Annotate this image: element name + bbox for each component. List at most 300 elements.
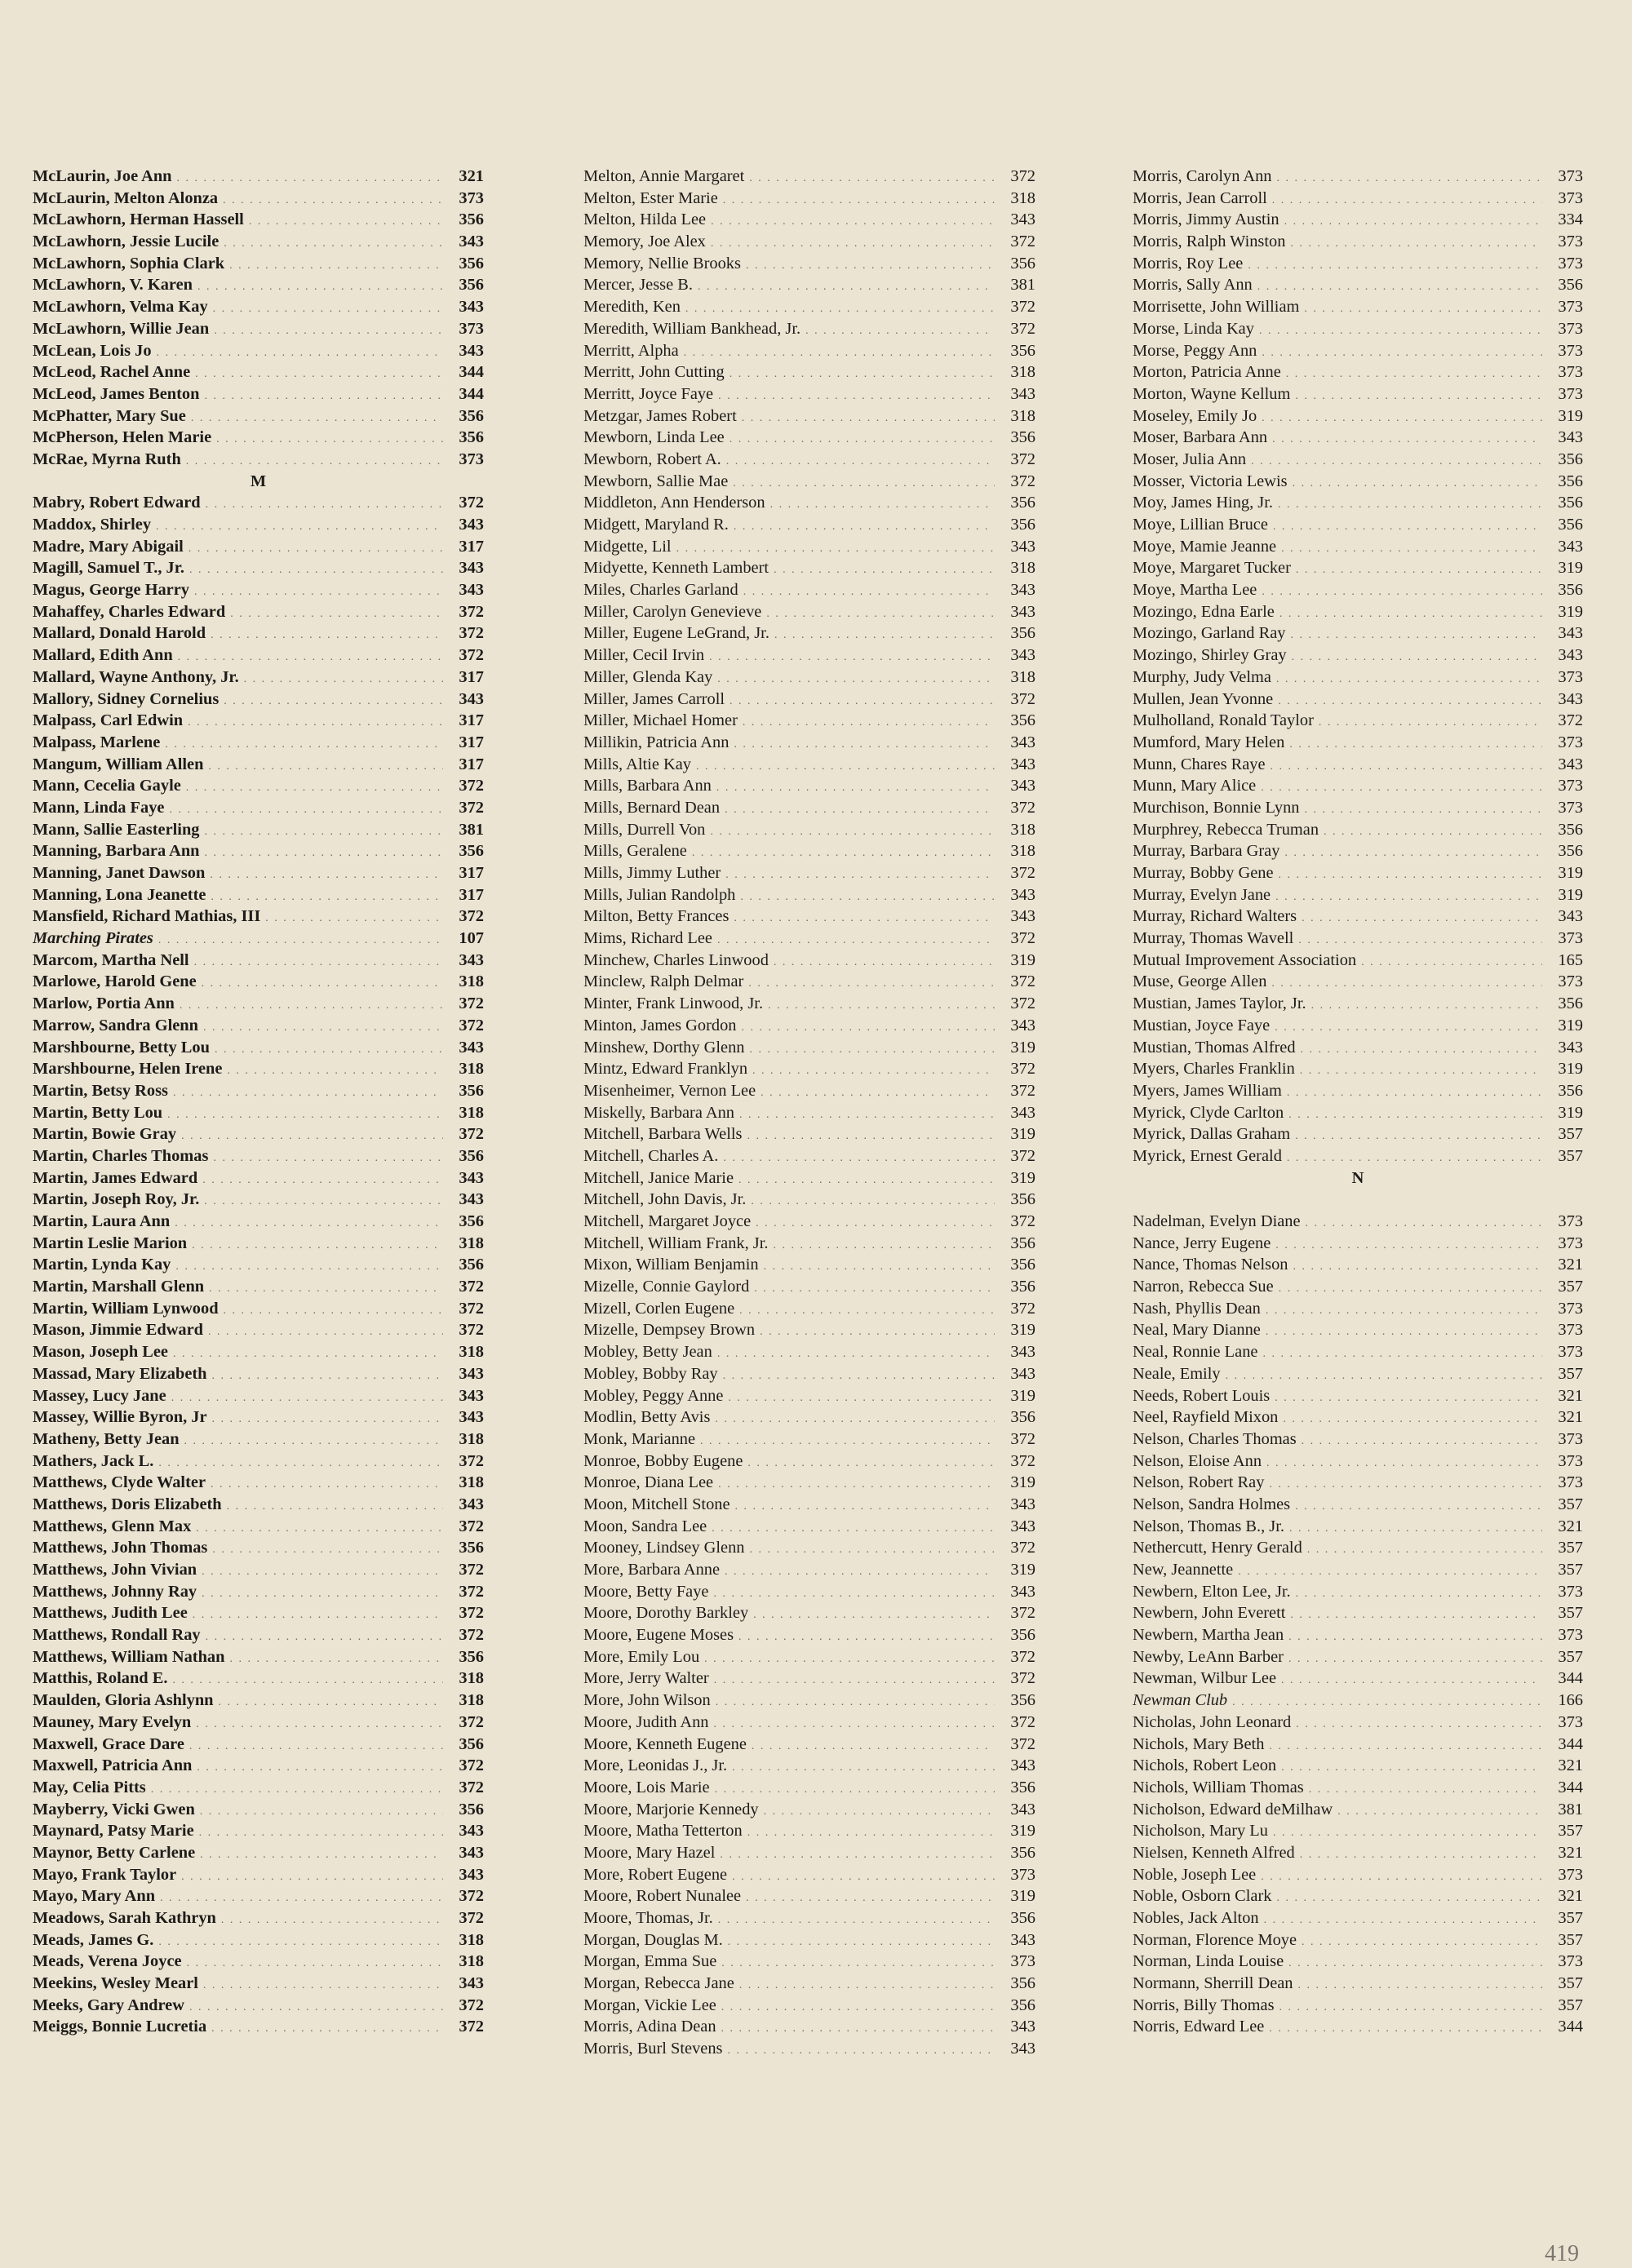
index-entry — [33, 166, 484, 188]
entry-name: Mauney, Mary Evelyn — [33, 1712, 192, 1731]
entry-page-number: 356 — [1010, 516, 1036, 534]
entry-name: McLawhorn, Jessie Lucile — [33, 233, 220, 251]
dot-leader — [158, 1453, 443, 1475]
entry-page-number: 343 — [459, 298, 484, 317]
index-entry — [583, 689, 1036, 711]
entry-page-number: 317 — [459, 755, 484, 773]
index-entry — [33, 274, 484, 296]
dot-leader — [712, 1518, 995, 1540]
dot-leader — [211, 1474, 443, 1496]
dot-leader — [1272, 190, 1542, 212]
dot-leader — [196, 1714, 443, 1736]
entry-name: Malpass, Marlene — [33, 733, 161, 751]
entry-name: Mosser, Victoria Lewis — [1133, 472, 1288, 490]
index-entry — [33, 1842, 484, 1864]
dot-leader — [1296, 1584, 1542, 1606]
entry-page-number: 373 — [1558, 319, 1583, 338]
index-entry — [33, 971, 484, 993]
entry-name: Memory, Joe Alex — [583, 233, 706, 251]
index-entry — [583, 797, 1036, 819]
entry-name: Munn, Chares Raye — [1133, 755, 1266, 773]
entry-page-number: 343 — [1010, 384, 1036, 403]
dot-leader — [204, 1191, 443, 1213]
entry-name: Minclew, Ralph Delmar — [583, 972, 744, 991]
index-entry — [583, 840, 1036, 862]
index-entry — [583, 1973, 1036, 1995]
dot-leader — [202, 1584, 443, 1606]
index-entry — [583, 601, 1036, 623]
entry-name: Mason, Joseph Lee — [33, 1343, 168, 1362]
entry-page-number: 318 — [459, 1930, 484, 1949]
dot-leader — [227, 1496, 443, 1518]
index-entry — [583, 1211, 1036, 1233]
entry-page-number: 318 — [459, 1234, 484, 1252]
dot-leader — [189, 1736, 443, 1758]
index-entry — [1133, 1298, 1583, 1320]
entry-page-number: 343 — [459, 689, 484, 708]
entry-name: Maynor, Betty Carlene — [33, 1843, 196, 1862]
dot-leader — [191, 408, 443, 430]
index-entry — [1133, 383, 1583, 405]
index-entry — [583, 2038, 1036, 2060]
index-entry — [33, 514, 484, 536]
entry-page-number: 373 — [1558, 1626, 1583, 1645]
entry-name: Nicholson, Mary Lu — [1133, 1822, 1268, 1841]
entry-page-number: 343 — [1010, 537, 1036, 556]
entry-name: Norman, Linda Louise — [1133, 1952, 1284, 1971]
entry-page-number: 372 — [1010, 450, 1036, 468]
dot-leader — [739, 1300, 995, 1322]
dot-leader — [213, 299, 443, 321]
index-entry — [583, 514, 1036, 536]
entry-page-number: 318 — [459, 972, 484, 991]
entry-name: Mustian, James Taylor, Jr. — [1133, 994, 1306, 1013]
index-entry — [583, 1995, 1036, 2017]
entry-name: Magill, Samuel T., Jr. — [33, 559, 184, 578]
index-entry — [33, 1712, 484, 1734]
dot-leader — [224, 691, 443, 713]
entry-page-number: 318 — [1010, 188, 1036, 207]
index-entry — [33, 1646, 484, 1668]
dot-leader — [212, 1409, 443, 1431]
entry-page-number: 357 — [1558, 1495, 1583, 1513]
index-entry — [33, 1080, 484, 1102]
dot-leader — [186, 451, 443, 473]
entry-page-number: 372 — [1010, 994, 1036, 1013]
index-entry — [1133, 1015, 1583, 1037]
index-entry — [1133, 601, 1583, 623]
entry-name: Mann, Cecelia Gayle — [33, 777, 181, 795]
index-entry — [33, 1167, 484, 1189]
dot-leader — [1287, 1148, 1542, 1170]
entry-page-number: 318 — [1010, 842, 1036, 861]
page-number: 419 — [1545, 2241, 1579, 2266]
dot-leader — [177, 168, 443, 190]
entry-page-number: 321 — [1558, 1517, 1583, 1535]
entry-name: Marlowe, Harold Gene — [33, 972, 197, 991]
index-entry — [1133, 1363, 1583, 1385]
entry-page-number: 343 — [1010, 581, 1036, 600]
index-entry — [33, 1015, 484, 1037]
dot-leader — [713, 1584, 995, 1606]
dot-leader — [175, 1213, 443, 1235]
index-entry — [1133, 1451, 1583, 1473]
index-entry — [1133, 1406, 1583, 1429]
dot-leader — [735, 1496, 995, 1518]
dot-leader — [173, 1344, 443, 1366]
entry-name: McLaurin, Melton Alonza — [33, 188, 219, 207]
entry-name: Nelson, Sandra Holmes — [1133, 1495, 1291, 1513]
dot-leader — [1304, 800, 1542, 822]
entry-name: McRae, Myrna Ruth — [33, 450, 181, 468]
entry-name: Merritt, Alpha — [583, 341, 679, 360]
index-entry — [583, 928, 1036, 950]
dot-leader — [739, 1105, 995, 1127]
entry-page-number: 373 — [1558, 1865, 1583, 1884]
entry-name: McPherson, Helen Marie — [33, 428, 212, 447]
index-entry — [33, 1690, 484, 1712]
entry-page-number: 319 — [1010, 1561, 1036, 1579]
entry-name: Mallard, Donald Harold — [33, 624, 206, 643]
entry-page-number: 372 — [459, 1299, 484, 1318]
entry-name: Magus, George Harry — [33, 581, 189, 600]
entry-name: Moye, Mamie Jeanne — [1133, 537, 1277, 556]
index-entry — [583, 1602, 1036, 1624]
index-entry — [583, 1037, 1036, 1059]
entry-page-number: 356 — [1010, 1843, 1036, 1862]
entry-name: Mustian, Thomas Alfred — [1133, 1038, 1296, 1056]
entry-page-number: 357 — [1558, 1822, 1583, 1841]
entry-page-number: 373 — [1558, 254, 1583, 272]
index-entry — [1133, 1102, 1583, 1124]
index-entry — [33, 1319, 484, 1341]
entry-name: Mumford, Mary Helen — [1133, 733, 1285, 751]
dot-leader — [1286, 364, 1542, 386]
index-entry — [583, 1102, 1036, 1124]
entry-page-number: 343 — [1010, 1800, 1036, 1818]
entry-name: Miller, Michael Homer — [583, 711, 738, 730]
index-entry — [33, 1820, 484, 1842]
index-entry — [583, 1951, 1036, 1973]
dot-leader — [249, 211, 443, 233]
entry-page-number: 344 — [1558, 2018, 1583, 2036]
index-entry — [583, 2016, 1036, 2038]
dot-leader — [696, 756, 995, 778]
entry-name: Newman, Wilbur Lee — [1133, 1669, 1277, 1688]
dot-leader — [1281, 1670, 1542, 1692]
index-entry — [583, 1581, 1036, 1603]
index-entry — [583, 1820, 1036, 1842]
dot-leader — [738, 1170, 995, 1192]
dot-leader — [211, 887, 443, 909]
entry-name: Nobles, Jack Alton — [1133, 1909, 1259, 1927]
entry-name: Mills, Barbara Ann — [583, 777, 712, 795]
entry-name: Merritt, Joyce Faye — [583, 384, 714, 403]
dot-leader — [1324, 822, 1542, 844]
index-entry — [583, 274, 1036, 296]
entry-page-number: 372 — [1010, 1647, 1036, 1666]
dot-leader — [1298, 1975, 1543, 1997]
dot-leader — [715, 1409, 995, 1431]
dot-leader — [805, 321, 995, 343]
index-entry — [583, 1755, 1036, 1777]
index-entry — [33, 1734, 484, 1756]
dot-leader — [1290, 233, 1542, 255]
dot-leader — [1295, 1126, 1542, 1148]
entry-page-number: 373 — [1558, 1582, 1583, 1601]
entry-page-number: 318 — [459, 1429, 484, 1448]
index-entry — [33, 1189, 484, 1211]
entry-name: Morris, Sally Ann — [1133, 276, 1253, 295]
entry-page-number: 343 — [1010, 1582, 1036, 1601]
entry-name: Matthews, William Nathan — [33, 1647, 225, 1666]
entry-page-number: 372 — [1010, 233, 1036, 251]
dot-leader — [169, 800, 443, 822]
dot-leader — [1290, 1605, 1542, 1627]
entry-name: Maulden, Gloria Ashlynn — [33, 1691, 214, 1710]
entry-page-number: 319 — [1558, 1060, 1583, 1079]
index-entry — [33, 296, 484, 318]
entry-page-number: 373 — [1558, 667, 1583, 686]
dot-leader — [1304, 299, 1542, 321]
index-entry — [583, 209, 1036, 231]
index-entry — [583, 1734, 1036, 1756]
entry-name: More, Leonidas J., Jr. — [583, 1756, 728, 1775]
section-letter: M — [250, 472, 267, 490]
index-entry — [33, 797, 484, 819]
index-entry — [33, 253, 484, 275]
index-entry — [1133, 1516, 1583, 1538]
entry-name: Madre, Mary Abigail — [33, 537, 184, 556]
entry-page-number: 372 — [1010, 864, 1036, 882]
dot-leader — [742, 408, 995, 430]
entry-name: Neel, Rayfield Mixon — [1133, 1408, 1279, 1427]
index-entry — [583, 427, 1036, 449]
dot-leader — [1302, 908, 1542, 930]
dot-leader — [732, 1867, 995, 1889]
index-entry — [33, 1472, 484, 1494]
dot-leader — [244, 669, 443, 691]
dot-leader — [1288, 1649, 1542, 1671]
index-entry — [583, 449, 1036, 471]
index-entry — [1133, 2016, 1583, 2038]
entry-name: Moore, Dorothy Barkley — [583, 1604, 749, 1623]
index-entry — [583, 1646, 1036, 1668]
dot-leader — [221, 1910, 443, 1932]
entry-page-number: 318 — [459, 1060, 484, 1079]
entry-name: Nadelman, Evelyn Diane — [1133, 1212, 1301, 1230]
dot-leader — [203, 1017, 443, 1039]
entry-name: Moye, Lillian Bruce — [1133, 516, 1268, 534]
entry-name: Mann, Linda Faye — [33, 798, 165, 817]
entry-name: Myrick, Clyde Carlton — [1133, 1103, 1284, 1122]
entry-page-number: 356 — [1010, 711, 1036, 730]
dot-leader — [1226, 1366, 1542, 1388]
entry-page-number: 372 — [459, 1887, 484, 1906]
dot-leader — [1281, 1757, 1542, 1779]
entry-name: Nicholson, Edward deMilhaw — [1133, 1800, 1333, 1818]
entry-name: Manning, Lona Jeanette — [33, 885, 206, 904]
entry-name: Norris, Billy Thomas — [1133, 1996, 1275, 2014]
index-entry — [33, 1494, 484, 1516]
entry-page-number: 372 — [1010, 689, 1036, 708]
entry-name: Maxwell, Grace Dare — [33, 1734, 184, 1753]
entry-name: Morris, Jean Carroll — [1133, 188, 1267, 207]
entry-page-number: 372 — [459, 646, 484, 665]
entry-name: Mansfield, Richard Mathias, III — [33, 907, 261, 926]
index-entry — [1133, 471, 1583, 493]
index-entry — [33, 1885, 484, 1907]
entry-page-number: 319 — [1010, 950, 1036, 969]
entry-name: Narron, Rebecca Sue — [1133, 1278, 1274, 1296]
entry-name: Mutual Improvement Association — [1133, 950, 1357, 969]
index-entry — [583, 1777, 1036, 1799]
index-entry — [583, 645, 1036, 667]
spacer — [1133, 1189, 1583, 1211]
dot-leader — [157, 343, 443, 365]
entry-name: Manning, Janet Dawson — [33, 864, 206, 882]
entry-name: Mangum, William Allen — [33, 755, 204, 773]
dot-leader — [716, 1692, 995, 1714]
index-entry — [33, 840, 484, 862]
dot-leader — [721, 2018, 995, 2040]
entry-page-number: 343 — [459, 1495, 484, 1513]
index-entry — [583, 296, 1036, 318]
entry-name: Moon, Mitchell Stone — [583, 1495, 730, 1513]
dot-leader — [1269, 1736, 1542, 1758]
entry-page-number: 372 — [459, 1321, 484, 1340]
index-entry — [33, 775, 484, 797]
entry-page-number: 356 — [1010, 1909, 1036, 1927]
dot-leader — [1279, 604, 1542, 626]
dot-leader — [723, 190, 995, 212]
dot-leader — [1296, 560, 1542, 582]
entry-name: Neal, Mary Dianne — [1133, 1321, 1261, 1340]
dot-leader — [151, 1779, 443, 1801]
dot-leader — [1269, 2018, 1542, 2040]
entry-name: Miller, James Carroll — [583, 689, 725, 708]
dot-leader — [1271, 973, 1542, 995]
dot-leader — [213, 1148, 443, 1170]
entry-page-number: 356 — [1010, 1278, 1036, 1296]
index-entry — [33, 340, 484, 362]
index-entry — [33, 645, 484, 667]
index-entry — [1133, 689, 1583, 711]
dot-leader — [716, 777, 995, 800]
dot-leader — [206, 494, 443, 516]
index-entry — [33, 862, 484, 884]
dot-leader — [1251, 451, 1542, 473]
entry-page-number: 372 — [459, 1604, 484, 1623]
dot-leader — [730, 364, 995, 386]
entry-page-number: 166 — [1558, 1691, 1583, 1710]
index-entry — [1133, 950, 1583, 972]
entry-name: Miskelly, Barbara Ann — [583, 1103, 734, 1122]
index-entry — [1133, 209, 1583, 231]
dot-leader — [167, 1105, 443, 1127]
entry-name: Mintz, Edward Franklyn — [583, 1060, 748, 1079]
entry-page-number: 356 — [459, 1734, 484, 1753]
index-entry — [33, 667, 484, 689]
index-entry — [33, 1298, 484, 1320]
dot-leader — [212, 1366, 443, 1388]
index-entry — [1133, 296, 1583, 318]
entry-page-number: 319 — [1558, 864, 1583, 882]
dot-leader — [197, 1757, 443, 1779]
entry-page-number: 356 — [459, 842, 484, 861]
entry-name: Mooney, Lindsey Glenn — [583, 1539, 745, 1557]
entry-name: Massey, Willie Byron, Jr — [33, 1408, 207, 1427]
dot-leader — [229, 1649, 443, 1671]
entry-name: Nielsen, Kenneth Alfred — [1133, 1843, 1295, 1862]
dot-leader — [1262, 1344, 1542, 1366]
entry-page-number: 372 — [1010, 1212, 1036, 1230]
entry-name: Matthis, Roland E. — [33, 1669, 168, 1688]
entry-name: Matthews, Glenn Max — [33, 1517, 192, 1535]
entry-name: McLeod, James Benton — [33, 384, 200, 403]
index-entry — [33, 427, 484, 449]
entry-page-number: 321 — [1558, 1386, 1583, 1405]
index-entry — [583, 971, 1036, 993]
entry-page-number: 381 — [1558, 1800, 1583, 1818]
entry-name: Meredith, William Bankhead, Jr. — [583, 319, 801, 338]
entry-page-number: 372 — [1010, 929, 1036, 948]
dot-leader — [189, 560, 443, 582]
index-entry — [583, 732, 1036, 754]
entry-name: Muse, George Allen — [1133, 972, 1267, 991]
dot-leader — [193, 1605, 443, 1627]
index-entry — [33, 1385, 484, 1407]
dot-leader — [1293, 1256, 1542, 1278]
dot-leader — [203, 1975, 443, 1997]
entry-page-number: 373 — [1558, 298, 1583, 317]
entry-page-number: 318 — [1010, 406, 1036, 425]
index-entry — [33, 492, 484, 514]
dot-leader — [732, 1757, 995, 1779]
entry-page-number: 372 — [459, 1996, 484, 2014]
dot-leader — [184, 1431, 443, 1453]
entry-page-number: 356 — [459, 254, 484, 272]
entry-page-number: 343 — [1010, 646, 1036, 665]
index-entry — [33, 1406, 484, 1429]
entry-name: Moye, Margaret Tucker — [1133, 559, 1291, 578]
entry-name: Martin, Bowie Gray — [33, 1125, 177, 1144]
index-entry — [583, 1233, 1036, 1255]
entry-page-number: 343 — [1558, 537, 1583, 556]
entry-name: Marshbourne, Helen Irene — [33, 1060, 223, 1079]
entry-page-number: 372 — [459, 907, 484, 926]
index-entry — [583, 1929, 1036, 1951]
entry-name: Newbern, Elton Lee, Jr. — [1133, 1582, 1291, 1601]
index-entry — [33, 1537, 484, 1559]
entry-name: Melton, Annie Margaret — [583, 167, 745, 185]
index-entry — [583, 1690, 1036, 1712]
entry-name: Mallard, Edith Ann — [33, 646, 173, 665]
entry-page-number: 372 — [459, 994, 484, 1013]
entry-name: Mitchell, William Frank, Jr. — [583, 1234, 769, 1252]
index-entry — [1133, 492, 1583, 514]
index-entry — [1133, 732, 1583, 754]
entry-name: Nelson, Charles Thomas — [1133, 1429, 1297, 1448]
entry-name: Minter, Frank Linwood, Jr. — [583, 994, 764, 1013]
entry-page-number: 356 — [1558, 581, 1583, 600]
entry-page-number: 343 — [459, 1408, 484, 1427]
entry-page-number: 356 — [1010, 254, 1036, 272]
entry-name: Monk, Marianne — [583, 1429, 696, 1448]
dot-leader — [1293, 473, 1542, 495]
entry-name: Noble, Joseph Lee — [1133, 1865, 1257, 1884]
index-entry — [583, 1842, 1036, 1864]
